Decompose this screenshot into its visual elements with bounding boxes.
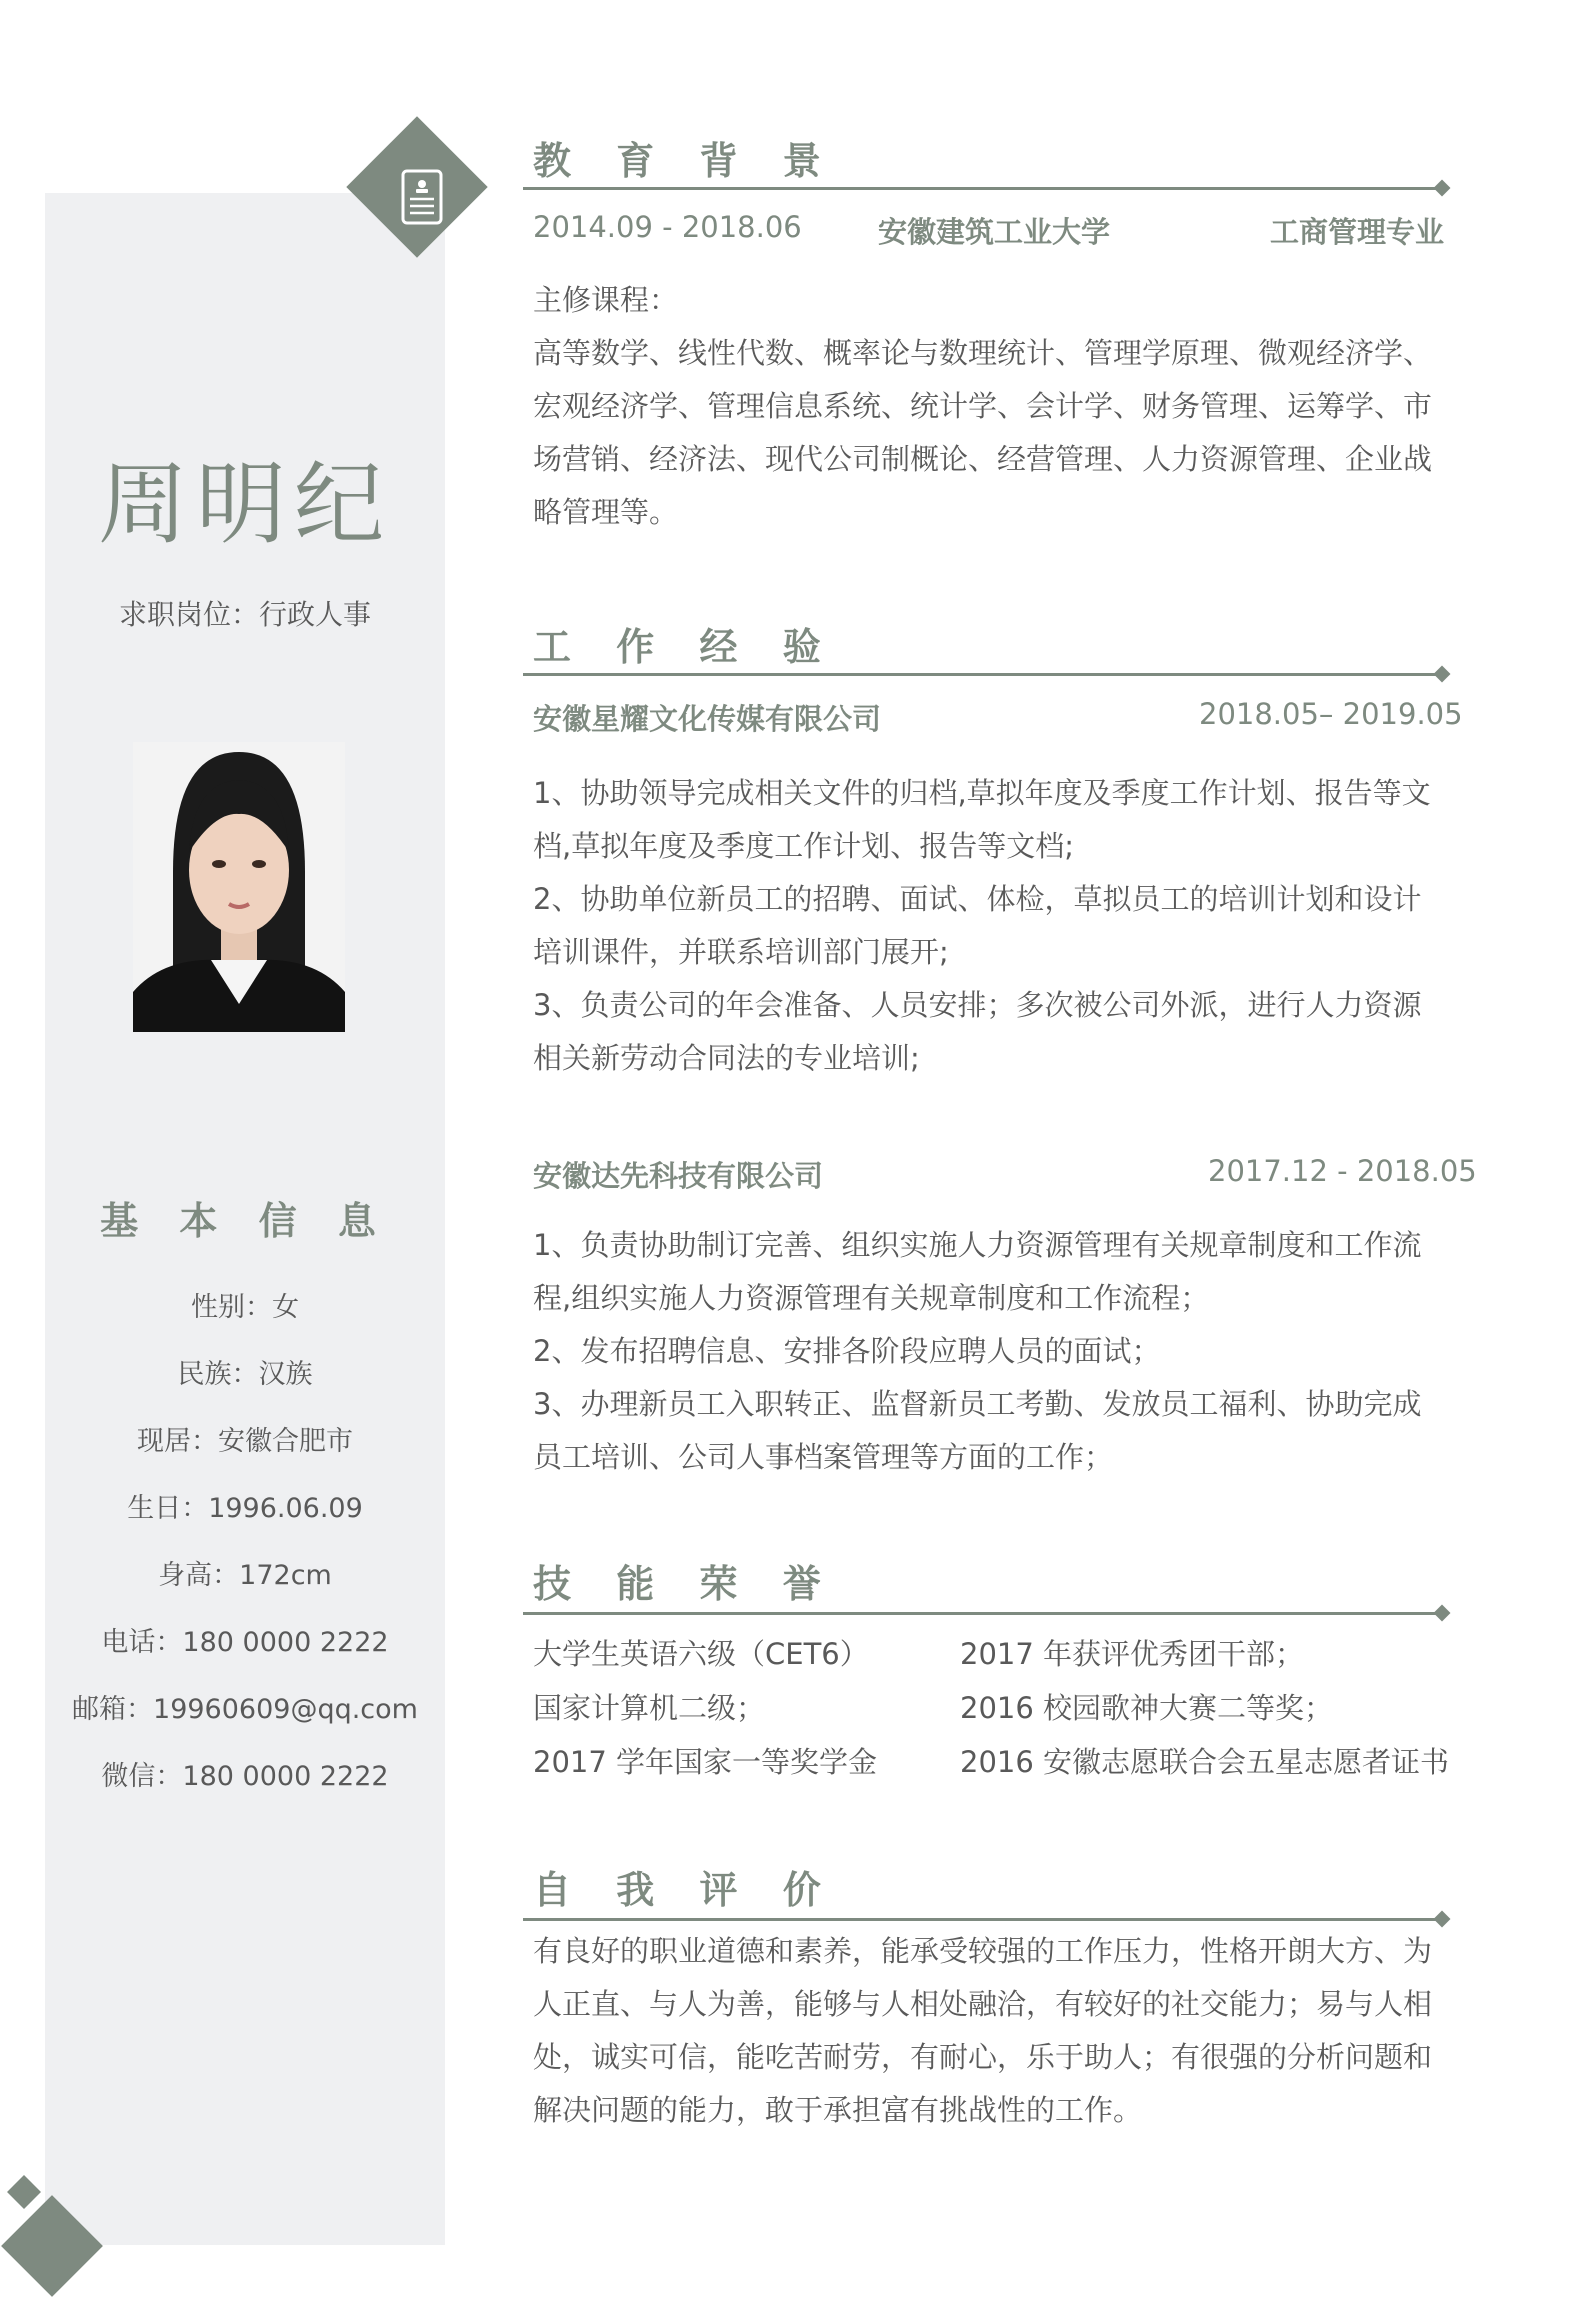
document-icon [397,167,447,227]
job-duty-line: 员工培训、公司人事档案管理等方面的工作； [533,1440,1114,1474]
skill-item: 国家计算机二级； [533,1691,766,1725]
job-duty-line: 3、负责公司的年会准备、人员安排；多次被公司外派，进行人力资源 [533,988,1422,1022]
job-duty-line: 培训课件，并联系培训部门展开; [533,935,949,969]
self-eval-line: 解决问题的能力，敢于承担富有挑战性的工作。 [533,2093,1143,2127]
self-eval-title: 自 我 评 价 [533,1868,837,1912]
candidate-name: 周明纪 [98,452,392,557]
skills-divider [523,1612,1441,1615]
work-divider-dot [1434,666,1451,683]
education-line: 主修课程： [533,283,679,317]
honor-item: 2016 校园歌神大赛二等奖； [960,1691,1334,1725]
self-eval-text [533,1925,1468,2137]
job-period: 2017.12 - 2018.05 [1208,1154,1477,1188]
self-eval-line: 处，诚实可信，能吃苦耐劳，有耐心，乐于助人；有很强的分析问题和 [533,2040,1433,2074]
job-duty-line: 相关新劳动合同法的专业培训; [533,1041,920,1075]
education-line: 场营销、经济法、现代公司制概论、经营管理、人力资源管理、企业战 [533,442,1433,476]
honor-item: 2016 安徽志愿联合会五星志愿者证书 [960,1745,1450,1779]
work-title: 工 作 经 验 [533,625,837,669]
job-duty-line: 1、负责协助制订完善、组织实施人力资源管理有关规章制度和工作流 [533,1228,1422,1262]
job-duties [533,1219,1468,1484]
job-company: 安徽星耀文化传媒有限公司 [533,702,882,736]
info-email: 邮箱：19960609@qq.com [72,1694,418,1725]
job-duty-line: 2、协助单位新员工的招聘、面试、体检，草拟员工的培训计划和设计 [533,882,1422,916]
job-period: 2018.05– 2019.05 [1199,697,1463,731]
job-duty-line: 2、发布招聘信息、安排各阶段应聘人员的面试； [533,1334,1161,1368]
skills-title: 技 能 荣 誉 [533,1562,837,1606]
basic-info-title: 基 本 信 息 [100,1199,390,1243]
job-duties [533,767,1468,1085]
job-duty-line: 3、办理新员工入职转正、监督新员工考勤、发放员工福利、协助完成 [533,1387,1422,1421]
info-residence: 现居：安徽合肥市 [137,1426,353,1457]
job-duty-line: 档,草拟年度及季度工作计划、报告等文档; [533,829,1074,863]
skill-item: 2017 学年国家一等奖学金 [533,1745,878,1779]
skills-divider-dot [1434,1605,1451,1622]
education-period: 2014.09 - 2018.06 [533,210,802,244]
info-birthday: 生日：1996.06.09 [127,1493,363,1524]
education-courses [533,274,1468,539]
info-height: 身高：172cm [158,1560,332,1591]
job-target: 求职岗位：行政人事 [118,598,371,631]
self-eval-divider [523,1918,1441,1921]
work-divider [523,673,1441,676]
info-gender: 性别：女 [191,1292,299,1323]
education-line: 高等数学、线性代数、概率论与数理统计、管理学原理、微观经济学、 [533,336,1433,370]
job-duty-line: 1、协助领导完成相关文件的归档,草拟年度及季度工作计划、报告等文 [533,776,1431,810]
education-divider-dot [1434,180,1451,197]
self-eval-line: 有良好的职业道德和素养，能承受较强的工作压力，性格开朗大方、为 [533,1934,1433,1968]
education-title: 教 育 背 景 [533,139,837,183]
education-line: 略管理等。 [533,495,679,529]
info-ethnicity: 民族：汉族 [177,1359,313,1390]
skill-item: 大学生英语六级（CET6） [533,1637,869,1671]
corner-diamond-small [7,2175,41,2209]
education-major: 工商管理专业 [1270,215,1445,249]
info-wechat: 微信：180 0000 2222 [101,1761,389,1792]
portrait-photo [133,742,345,1032]
honor-item: 2017 年获评优秀团干部； [960,1637,1305,1671]
job-company: 安徽达先科技有限公司 [533,1159,824,1193]
job-duty-line: 程,组织实施人力资源管理有关规章制度和工作流程； [533,1281,1210,1315]
education-divider [523,187,1441,190]
education-line: 宏观经济学、管理信息系统、统计学、会计学、财务管理、运筹学、市 [533,389,1433,423]
self-eval-line: 人正直、与人为善，能够与人相处融洽，有较好的社交能力；易与人相 [533,1987,1433,2021]
education-school: 安徽建筑工业大学 [878,215,1111,249]
info-phone: 电话：180 0000 2222 [101,1627,389,1658]
